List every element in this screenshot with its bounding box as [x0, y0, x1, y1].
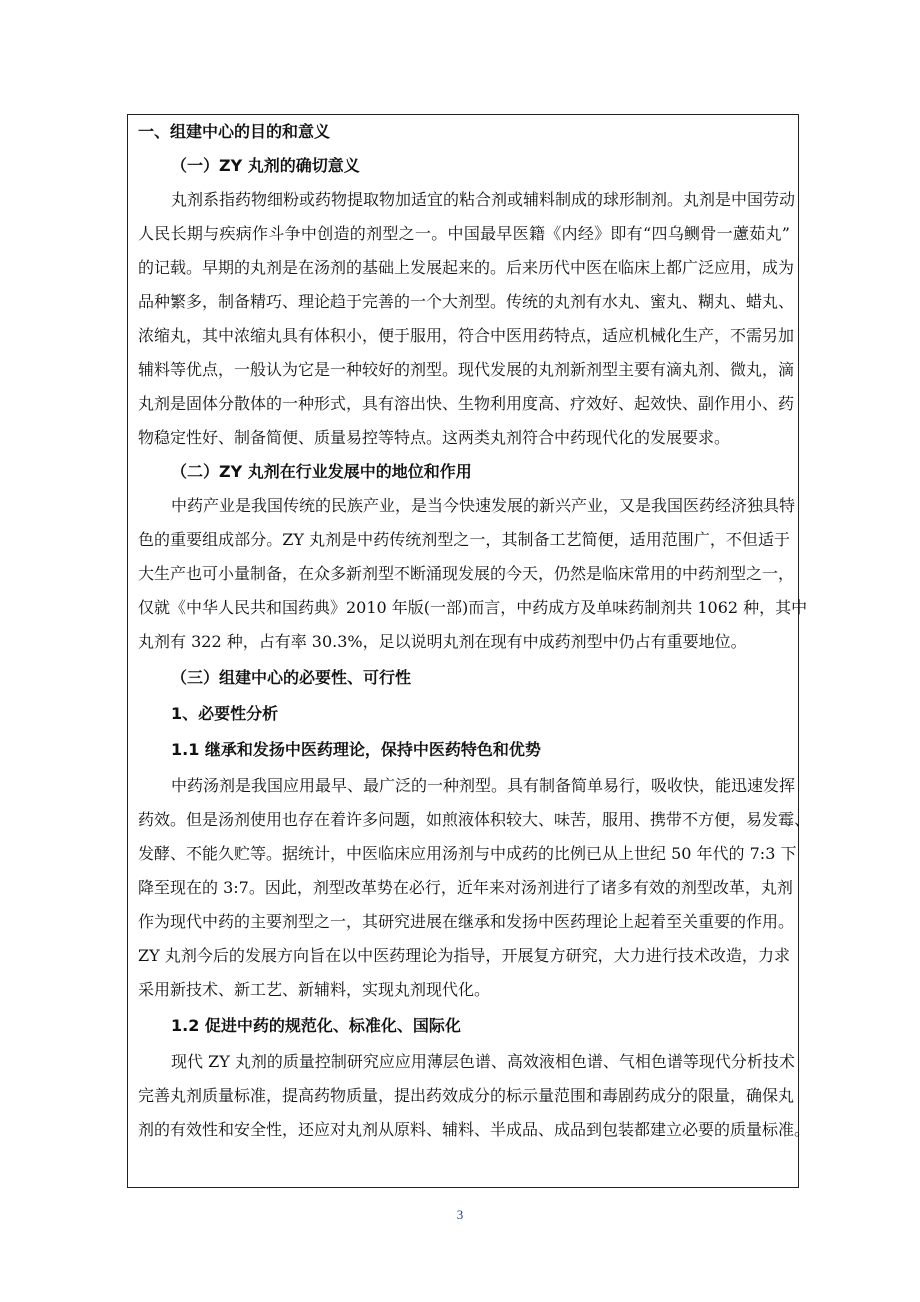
- paragraph-line: 完善丸剂质量标准，提高药物质量，提出药效成分的标示量范围和毒剧药成分的限量，确保丸: [138, 1086, 795, 1105]
- section-heading: 一、组建中心的目的和意义: [138, 122, 331, 141]
- paragraph-line: 剂的有效性和安全性，还应对丸剂从原料、辅料、半成品、成品到包装都建立必要的质量标准。: [138, 1120, 811, 1139]
- paragraph-line: 中药产业是我国传统的民族产业，是当今快速发展的新兴产业，又是我国医药经济独具特: [171, 496, 796, 515]
- subsection-heading-3: （三）组建中心的必要性、可行性: [171, 668, 412, 687]
- paragraph-line: 作为现代中药的主要剂型之一，其研究进展在继承和发扬中医药理论上起着至关重要的作用。: [138, 912, 795, 931]
- item-heading-1-1: 1.1 继承和发扬中医药理论，保持中医药特色和优势: [171, 740, 541, 759]
- paragraph-line: 辅料等优点，一般认为它是一种较好的剂型。现代发展的丸剂新剂型主要有滴丸剂、微丸，滴: [138, 360, 795, 379]
- paragraph-line: 色的重要组成部分。ZY 丸剂是中药传统剂型之一，其制备工艺简便，适用范围广，不但适于: [138, 530, 790, 549]
- paragraph-line: 的记载。早期的丸剂是在汤剂的基础上发展起来的。后来历代中医在临床上都广泛应用，成为: [138, 258, 795, 277]
- item-heading-1-2: 1.2 促进中药的规范化、标准化、国际化: [171, 1016, 461, 1035]
- paragraph-line: 现代 ZY 丸剂的质量控制研究应应用薄层色谱、高效液相色谱、气相色谱等现代分析技术: [171, 1052, 795, 1071]
- subsection-heading-1: （一）ZY 丸剂的确切意义: [171, 156, 360, 175]
- paragraph-line: 采用新技术、新工艺、新辅料，实现丸剂现代化。: [138, 980, 491, 999]
- paragraph-line: 丸剂是固体分散体的一种形式，具有溶出快、生物利用度高、疗效好、起效快、副作用小、药: [138, 394, 795, 413]
- paragraph-line: 仅就《中华人民共和国药典》2010 年版(一部)而言，中药成方及单味药制剂共 1062 种，其中: [138, 598, 808, 617]
- item-heading-1: 1、必要性分析: [171, 704, 279, 723]
- paragraph-line: ZY 丸剂今后的发展方向旨在以中医药理论为指导，开展复方研究，大力进行技术改造，力求: [138, 946, 790, 965]
- paragraph-line: 丸剂有 322 种，占有率 30.3%，足以说明丸剂在现有中成药剂型中仍占有重要地位。: [138, 632, 747, 651]
- page-number: 3: [456, 1207, 464, 1222]
- paragraph-line: 品种繁多，制备精巧、理论趋于完善的一个大剂型。传统的丸剂有水丸、蜜丸、糊丸、蜡丸、: [138, 292, 795, 311]
- content-table-cell: [127, 114, 811, 1188]
- subsection-heading-2: （二）ZY 丸剂在行业发展中的地位和作用: [171, 462, 472, 481]
- paragraph-line: 物稳定性好、制备简便、质量易控等特点。这两类丸剂符合中药现代化的发展要求。: [138, 428, 731, 447]
- paragraph-line: 发酵、不能久贮等。据统计，中医临床应用汤剂与中成药的比例已从上世纪 50 年代的 7:3 下: [138, 844, 797, 863]
- paragraph-line: 降至现在的 3:7。因此，剂型改革势在必行，近年来对汤剂进行了诸多有效的剂型改革，丸剂: [138, 878, 793, 897]
- paragraph-line: 药效。但是汤剂使用也存在着许多问题，如煎液体积较大、味苦，服用、携带不方便，易发霉、: [138, 810, 811, 829]
- paragraph-line: 中药汤剂是我国应用最早、最广泛的一种剂型。具有制备简单易行，吸收快，能迅速发挥: [171, 776, 796, 795]
- paragraph-line: 人民长期与疾病作斗争中创造的剂型之一。中国最早医籍《内经》即有“四乌鲗骨一藘茹丸”: [138, 224, 790, 243]
- paragraph-line: 浓缩丸，其中浓缩丸具有体积小，便于服用，符合中医用药特点，适应机械化生产，不需另加: [138, 326, 795, 345]
- paragraph-line: 丸剂系指药物细粉或药物提取物加适宜的粘合剂或辅料制成的球形制剂。丸剂是中国劳动: [171, 190, 796, 209]
- paragraph-line: 大生产也可小量制备，在众多新剂型不断涌现发展的今天，仍然是临床常用的中药剂型之一，: [138, 564, 795, 583]
